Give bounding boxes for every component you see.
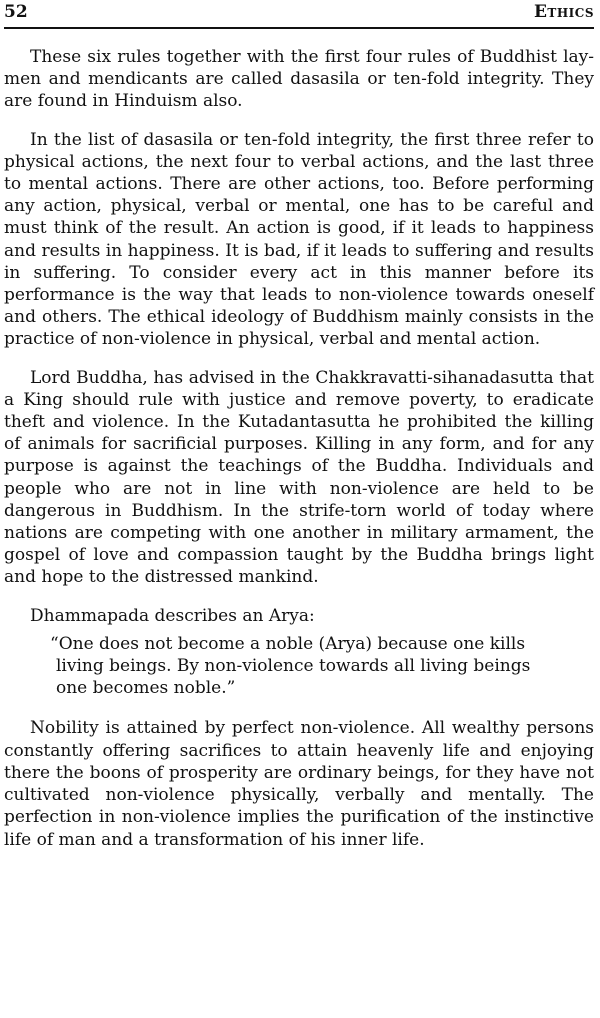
paragraph-nobility: Nobility is attained by perfect non-violence. All wealthy persons constantly offering sacrifices to attain heavenly life and enjoying there the boons of prosperity are ordinary beings, for they have not cultivated non-violence physically, verbally and mentally. The perfection in non-violence implies the purification of the instinctive life of man and a transformation of his inner life.: [4, 718, 594, 850]
block-quote-arya: “One does not become a noble (Arya) because one kills living beings. By non-violence towards all living beings one becomes noble.”: [50, 633, 531, 699]
page-number: 52: [4, 2, 28, 22]
running-title: Ethics: [533, 2, 594, 22]
header-rule: [4, 27, 594, 29]
body-text: [4, 46, 594, 851]
paragraph-dhammapada-intro: Dhammapada describes an Arya:: [30, 605, 315, 626]
paragraph-ten-fold-integrity: In the list of dasasila or ten-fold integrity, the first three refer to physical actions, the next four to verbal actions, and the last three to mental actions. There are other actions, too. Before performing any action, physical, verbal or mental, one has to be careful and must think of the result. An action is good, if it leads to happiness and results in happiness. It is bad, if it leads to suffering and results in suffering. To consider every act in this manner before its performance is the way that leads to non-violence towards oneself and others. The ethical ideology of Buddhism mainly consists in the practice of non-violence in physical, verbal and mental action.: [4, 129, 594, 350]
page-header: [0, 0, 600, 30]
paragraph-dasasila-intro: These six rules together with the first four rules of Buddhist lay-men and mendicants are called dasasila or ten-fold integrity. They are found in Hinduism also.: [4, 47, 594, 112]
paragraph-lord-buddha: Lord Buddha, has advised in the Chakkravatti-sihanadasutta that a King should rule with justice and remove poverty, to eradicate theft and violence. In the Kutadantasutta he prohibited the killing of animals for sacrificial purposes. Killing in any form, and for any purpose is against the teachings of the Buddha. Individuals and people who are not in line with non-violence are held to be dangerous in Buddhism. In the strife-torn world of today where nations are competing with one another in military armament, the gospel of love and compassion taught by the Buddha brings light and hope to the distressed mankind.: [4, 367, 594, 588]
